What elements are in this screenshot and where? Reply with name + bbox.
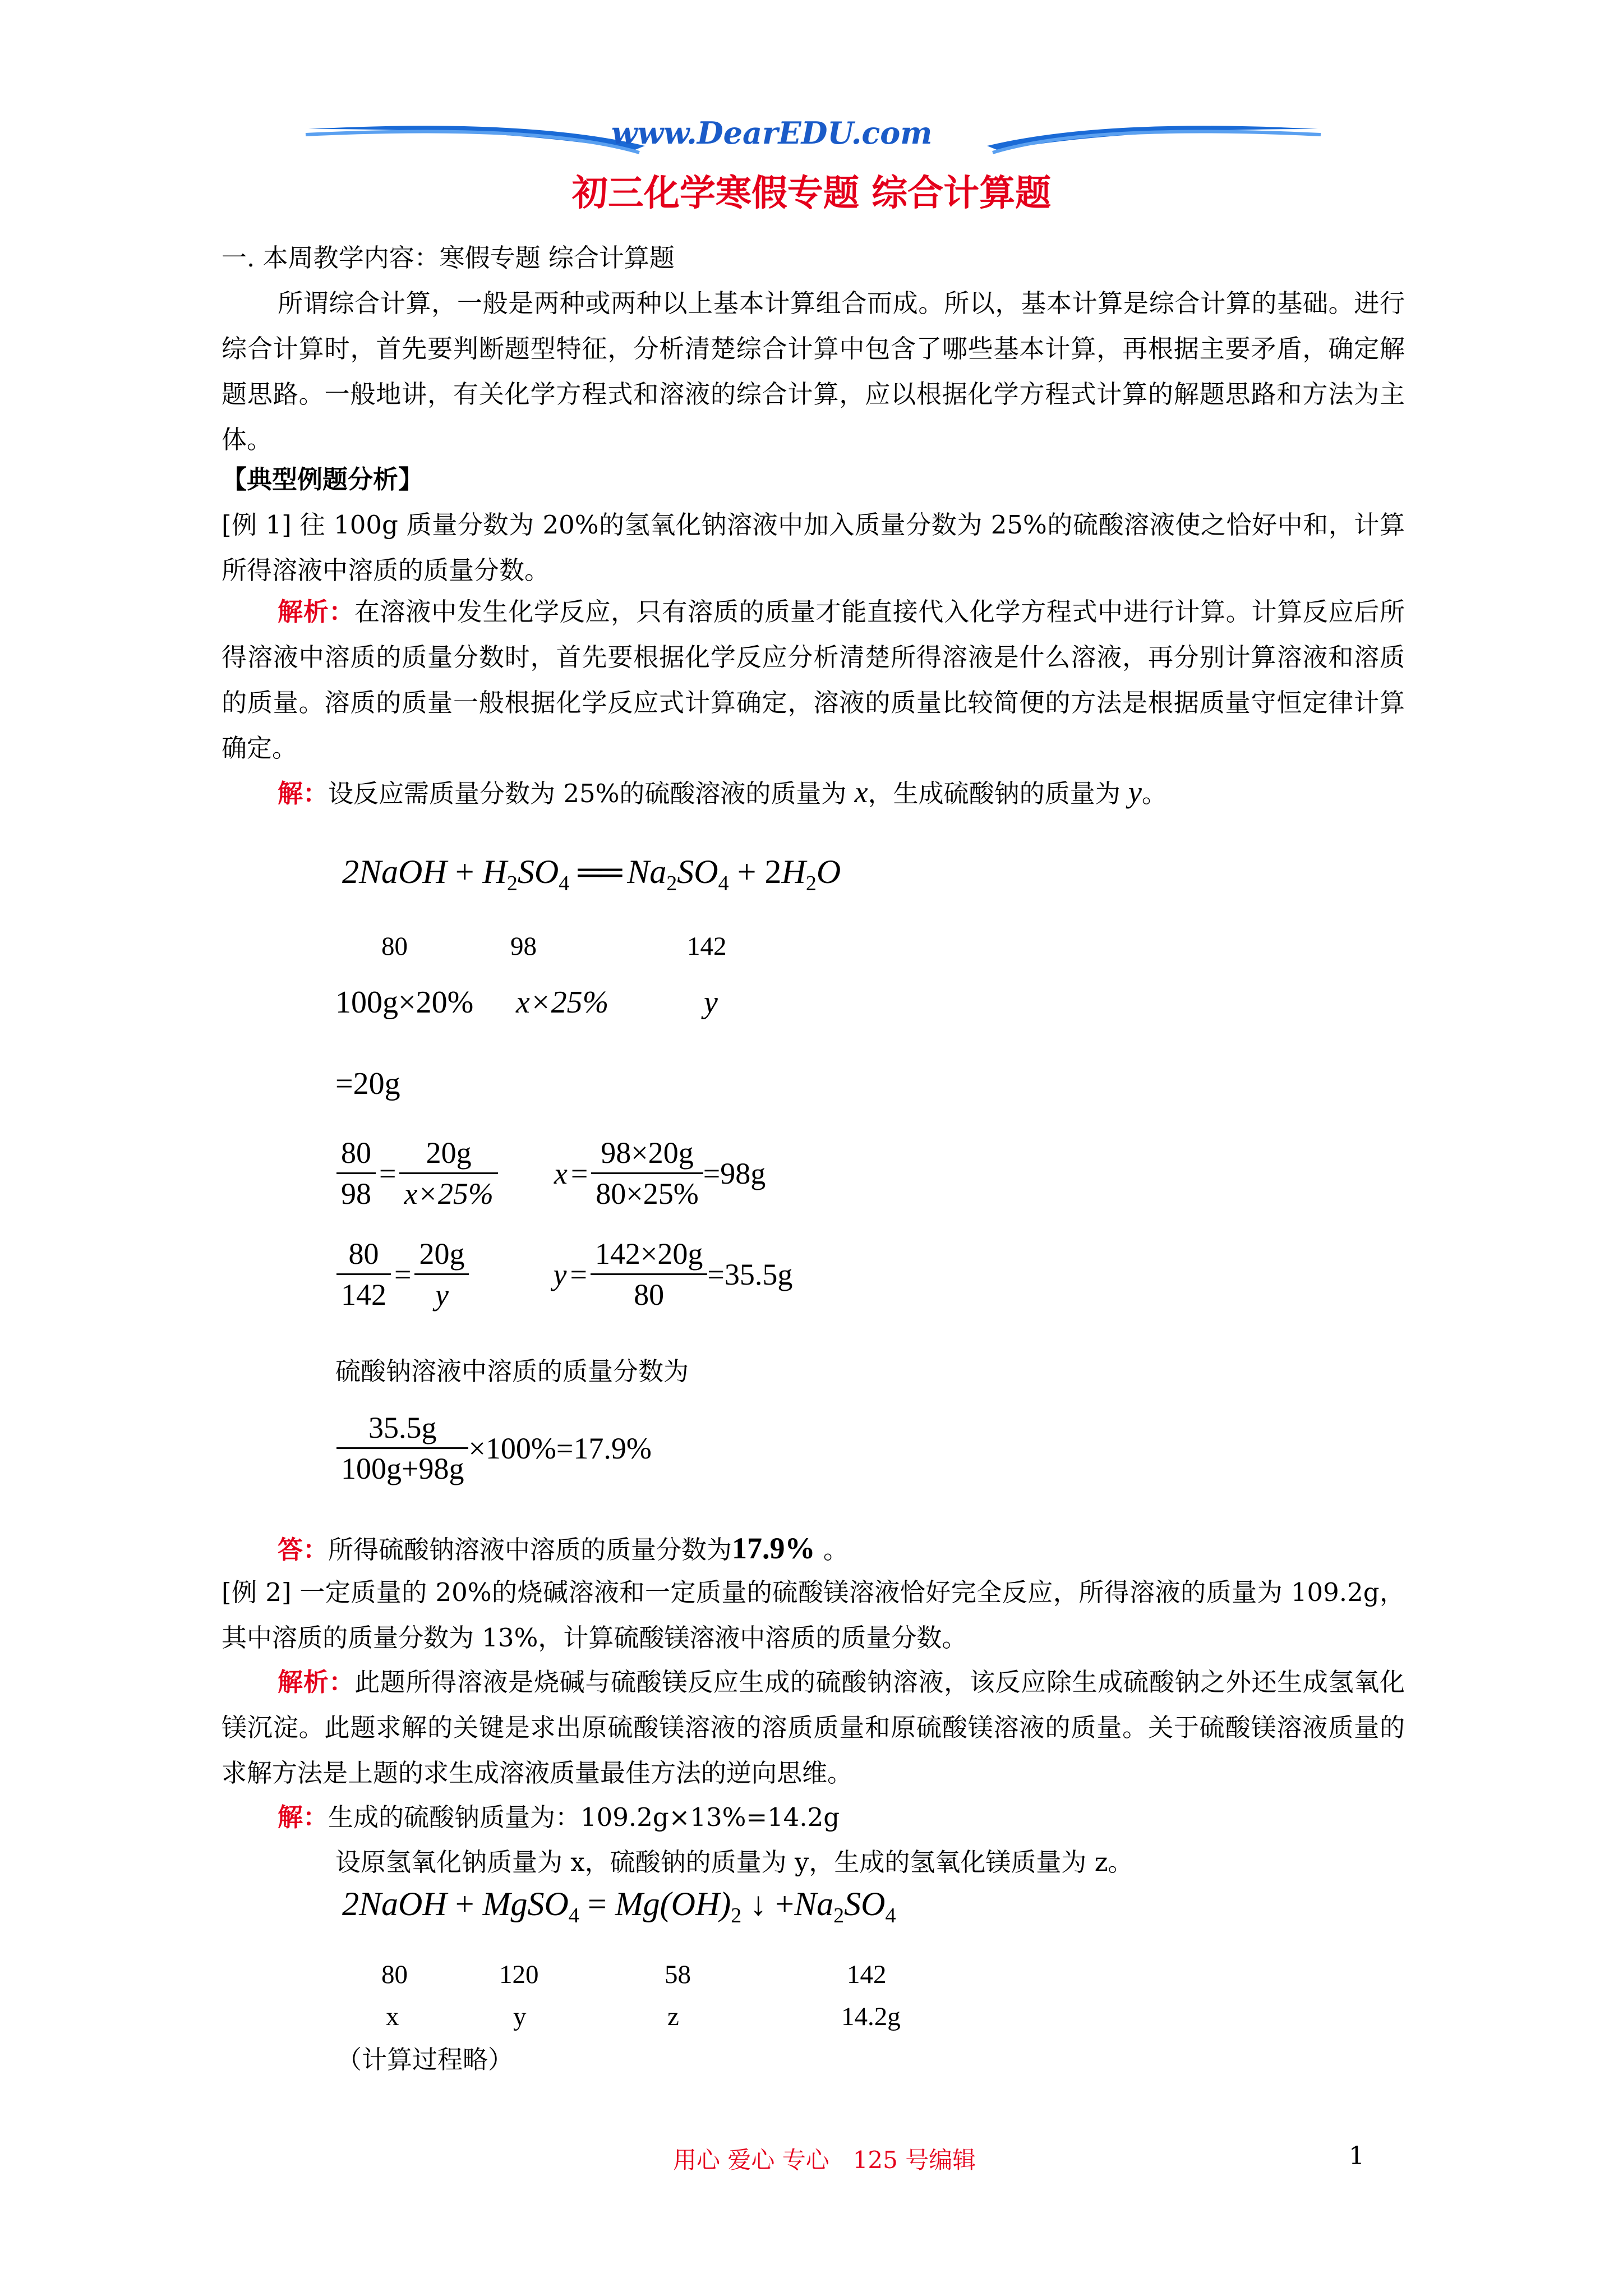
molar2-na2so4: 142 — [847, 1960, 887, 1989]
eq1-h-sub: 2 — [506, 872, 518, 895]
molar-naoh: 80 — [381, 932, 408, 961]
answer-end: 。 — [815, 1535, 849, 1565]
p2-n2: 20g — [414, 1234, 469, 1275]
proportion-1 — [336, 1133, 766, 1213]
section-heading: 一. 本周教学内容：寒假专题 综合计算题 — [222, 243, 675, 273]
eq1-plus2: + — [737, 853, 757, 890]
r1-lhs: x — [554, 1156, 568, 1190]
eq1-h: H — [482, 853, 507, 890]
eq2-mgoh: Mg(OH) — [615, 1885, 731, 1922]
footer-text: 用心 爱心 专心 125 号编辑 — [673, 2146, 976, 2174]
eq1-na-sub: 2 — [666, 872, 677, 895]
eq2-down: ↓ — [750, 1885, 767, 1922]
var2-z: z — [667, 2002, 679, 2031]
r1-num: 98×20g — [591, 1133, 703, 1174]
eq2-eq: = — [587, 1885, 607, 1922]
solution-text-a: 设反应需质量分数为 25%的硫酸溶液的质量为 — [328, 779, 847, 808]
answer-text: 所得硫酸钠溶液中溶质的质量分数为 — [328, 1535, 732, 1565]
eq1-so-sub: 4 — [559, 872, 570, 895]
p2-d2: y — [435, 1278, 449, 1312]
known-h2so4: x×25% — [516, 985, 609, 1020]
final-den: 100g+98g — [341, 1452, 464, 1485]
example2-analysis — [222, 1659, 1405, 1796]
analysis-text: 在溶液中发生化学反应，只有溶质的质量才能直接代入化学方程式中进行计算。计算反应后所得溶液中溶质的质量分数时，首先要根据化学反应分析清楚所得溶液是什么溶液，再分别计算溶液和溶质的质量。溶质的质量一般根据化学反应式计算确定，溶液的质量比较简便的方法是根据质量守恒定律计算确定。 — [222, 597, 1405, 763]
p2-d1: 142 — [341, 1278, 386, 1312]
var2-y: y — [513, 2002, 527, 2031]
site-logo: www.DearEDU.com — [611, 115, 933, 151]
solution2-text: 生成的硫酸钠质量为：109.2g×13%=14.2g — [328, 1802, 840, 1832]
equation-1 — [342, 853, 841, 896]
eq2-plus2: + — [775, 1885, 795, 1922]
example1-answer — [278, 1526, 849, 1572]
p2-eq: = — [394, 1257, 412, 1291]
example1-analysis — [222, 589, 1405, 771]
answer-value: 17.9% — [732, 1531, 815, 1565]
final-fraction — [336, 1408, 652, 1488]
var-x: x — [854, 775, 868, 809]
eq2-mgso: MgSO — [482, 1885, 569, 1922]
var2-x: x — [386, 2002, 399, 2031]
final-num: 35.5g — [336, 1408, 468, 1449]
p2-n1: 80 — [336, 1234, 391, 1275]
solution-label: 解： — [278, 779, 329, 808]
var2-result: 14.2g — [841, 2002, 901, 2031]
eq2-mgso-sub: 4 — [568, 1904, 579, 1927]
page-number: 1 — [1349, 2142, 1364, 2170]
eq2-plus: + — [455, 1885, 474, 1922]
solution-text-c: 。 — [1141, 779, 1167, 808]
eq2-na-sub: 2 — [833, 1904, 845, 1927]
p1-d1: 98 — [341, 1177, 371, 1211]
omitted-note: （计算过程略） — [336, 2045, 514, 2074]
eq1-plus: + — [455, 853, 474, 890]
molar2-mgso4: 120 — [499, 1960, 539, 1989]
r1-eq: = — [570, 1156, 588, 1190]
page-title: 初三化学寒假专题 综合计算题 — [571, 173, 1052, 214]
r2-den: 80 — [634, 1278, 665, 1312]
eq-20g: =20g — [335, 1066, 400, 1101]
eq2-na: Na — [794, 1885, 834, 1922]
molar-na2so4: 142 — [687, 932, 727, 961]
final-rhs: ×100%=17.9% — [468, 1431, 652, 1465]
eq2-mgoh-sub: 2 — [731, 1904, 742, 1927]
eq1-w-coef: 2 — [764, 853, 782, 890]
p1-n2: 20g — [399, 1133, 497, 1174]
analysis2-label: 解析： — [278, 1667, 355, 1697]
equation-2 — [342, 1885, 896, 1928]
solution2-label: 解： — [278, 1802, 329, 1832]
eq1-na: Na — [627, 853, 667, 890]
molar2-mgoh: 58 — [665, 1960, 691, 1989]
r2-eq: = — [570, 1257, 587, 1291]
eq2-naoh: 2NaOH — [342, 1885, 447, 1922]
r1-den: 80×25% — [596, 1177, 699, 1211]
p1-eq: = — [379, 1156, 396, 1190]
p1-n1: 80 — [336, 1133, 376, 1174]
eq2-so-sub: 4 — [885, 1904, 896, 1927]
known-y: y — [704, 985, 718, 1020]
eq1-so2: SO — [677, 853, 718, 890]
eq1-so2-sub: 4 — [718, 872, 729, 895]
intro-text: 所谓综合计算，一般是两种或两种以上基本计算组合而成。所以，基本计算是综合计算的基础。进行综合计算时，首先要判断题型特征，分析清楚综合计算中包含了哪些基本计算，再根据主要矛盾，确定解题思路。一般地讲，有关化学方程式和溶液的综合计算，应以根据化学方程式计算的解题思路和方法为主体。 — [222, 288, 1405, 454]
p1-d2: x×25% — [404, 1177, 494, 1211]
eq1-arrow: ══ — [578, 853, 619, 890]
answer-label: 答： — [278, 1535, 329, 1565]
var-y: y — [1128, 775, 1142, 809]
proportion-2 — [336, 1234, 792, 1314]
r2-lhs: y — [553, 1257, 567, 1291]
intro-paragraph — [222, 280, 1405, 462]
eq1-w-sub: 2 — [805, 872, 817, 895]
eq2-so: SO — [844, 1885, 886, 1922]
known-naoh: 100g×20% — [335, 985, 474, 1020]
solution-text-b: ，生成硫酸钠的质量为 — [868, 779, 1121, 808]
analysis2-text: 此题所得溶液是烧碱与硫酸镁反应生成的硫酸钠溶液，该反应除生成硫酸钠之外还生成氢氧化镁沉淀。此题求解的关键是求出原硫酸镁溶液的溶质质量和原硫酸镁溶液的质量。关于硫酸镁溶液质量的求解方法是上题的求生成溶液质量最佳方法的逆向思维。 — [222, 1667, 1405, 1788]
r2-num: 142×20g — [591, 1234, 707, 1275]
example2-setup: 设原氢氧化钠质量为 x，硫酸钠的质量为 y，生成的氢氧化镁质量为 z。 — [335, 1847, 1133, 1877]
fraction-label: 硫酸钠溶液中溶质的质量分数为 — [335, 1356, 689, 1386]
example1-solution-line — [278, 770, 1167, 816]
examples-heading: 【典型例题分析】 — [222, 464, 424, 494]
r1-rhs: =98g — [703, 1156, 766, 1190]
example2-solution — [278, 1795, 840, 1840]
example2-question: [例 2] 一定质量的 20%的烧碱溶液和一定质量的硫酸镁溶液恰好完全反应，所得溶液的质量为 109.2g，其中溶质的质量分数为 13%，计算硫酸镁溶液中溶质的质量分数。 — [222, 1577, 1405, 1653]
molar-h2so4: 98 — [510, 932, 537, 961]
eq1-so: SO — [517, 853, 559, 890]
example1-question: [例 1] 往 100g 质量分数为 20%的氢氧化钠溶液中加入质量分数为 25%的硫酸溶液使之恰好中和，计算所得溶液中溶质的质量分数。 — [222, 510, 1405, 585]
molar2-naoh: 80 — [381, 1960, 408, 1989]
eq1-naoh: 2NaOH — [342, 853, 447, 890]
eq1-w-o: O — [816, 853, 841, 890]
analysis-label: 解析： — [278, 597, 355, 627]
r2-rhs: =35.5g — [707, 1257, 793, 1291]
eq1-w-h: H — [781, 853, 806, 890]
